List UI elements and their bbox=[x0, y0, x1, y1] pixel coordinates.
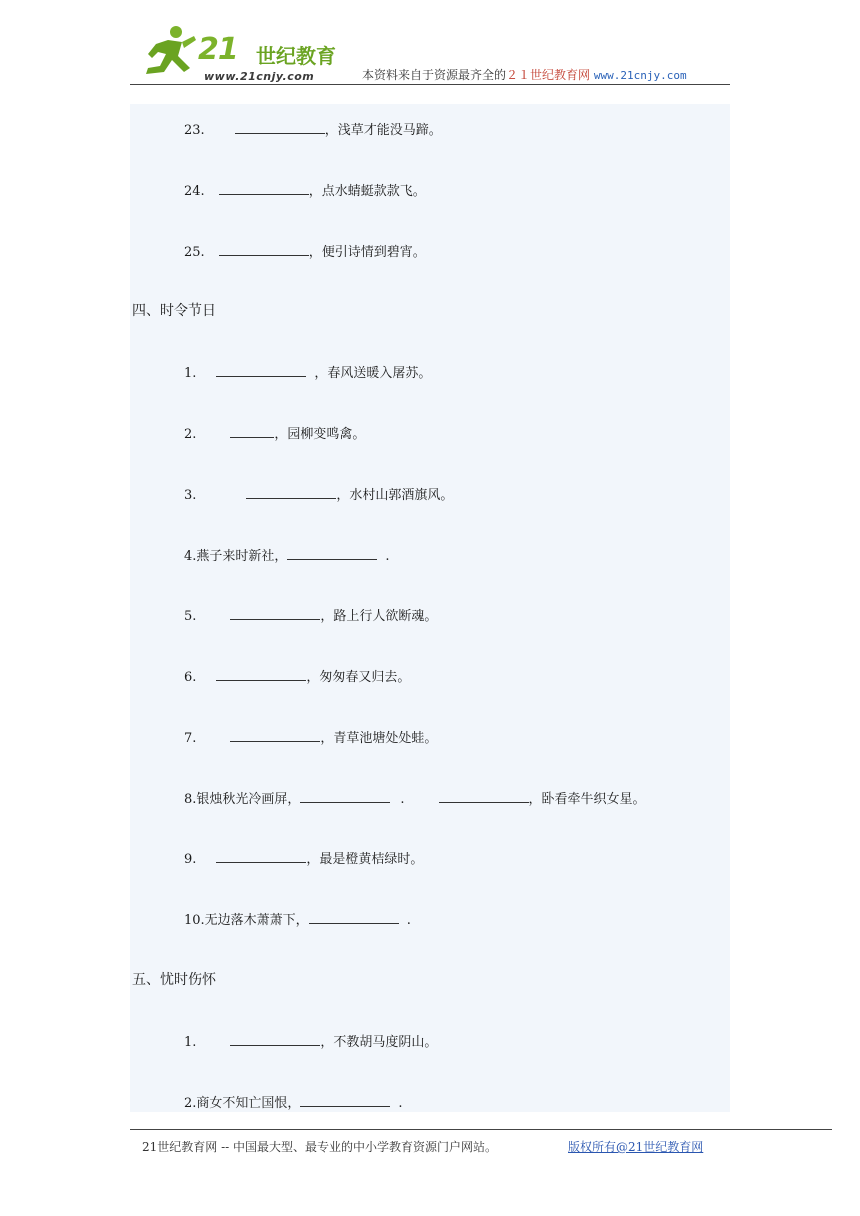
item-number: 3. bbox=[184, 488, 197, 503]
footer-text: 21世纪教育网 -- 中国最大型、最专业的中小学教育资源门户网站。 bbox=[142, 1140, 498, 1154]
item-text: 8.银烛秋光冷画屏， bbox=[184, 792, 301, 807]
page-header bbox=[130, 18, 730, 86]
section-title: 五、忧时伤怀 bbox=[132, 972, 216, 988]
list-item bbox=[184, 727, 437, 746]
answer-blank[interactable] bbox=[230, 1035, 320, 1046]
item-end: . bbox=[385, 549, 390, 564]
item-text: ，浅草才能没马蹄。 bbox=[324, 123, 442, 138]
list-item bbox=[184, 484, 453, 503]
item-number: 2. bbox=[184, 427, 197, 442]
answer-blank[interactable] bbox=[439, 792, 529, 803]
item-text: ，卧看牵牛织女星。 bbox=[528, 792, 646, 807]
list-item bbox=[184, 848, 423, 867]
item-number: 1. bbox=[184, 1035, 197, 1050]
list-item bbox=[184, 362, 431, 381]
answer-blank[interactable] bbox=[287, 549, 377, 560]
item-end: . bbox=[400, 792, 405, 807]
header-note-brand: ２１世纪教育网 bbox=[506, 68, 591, 82]
item-text: ，路上行人欲断魂。 bbox=[320, 609, 438, 624]
item-text: ，匆匆春又归去。 bbox=[306, 670, 411, 685]
answer-blank[interactable] bbox=[246, 488, 336, 499]
item-text: 4.燕子来时新社， bbox=[184, 549, 288, 564]
item-number: 23. bbox=[184, 123, 205, 138]
answer-blank[interactable] bbox=[219, 245, 309, 256]
header-note-url[interactable]: www.21cnjy.com bbox=[593, 69, 687, 82]
logo-number: 21 bbox=[198, 32, 238, 67]
list-item bbox=[184, 909, 411, 928]
list-item bbox=[184, 605, 437, 624]
item-text: ，最是橙黄桔绿时。 bbox=[306, 852, 424, 867]
item-text: ，不教胡马度阴山。 bbox=[320, 1035, 438, 1050]
answer-blank[interactable] bbox=[230, 427, 274, 438]
item-end: . bbox=[398, 1096, 403, 1111]
item-text: ，园柳变鸣禽。 bbox=[274, 427, 366, 442]
answer-blank[interactable] bbox=[216, 852, 306, 863]
item-number: 6. bbox=[184, 670, 197, 685]
answer-blank[interactable] bbox=[219, 184, 309, 195]
list-item bbox=[184, 180, 426, 199]
answer-blank[interactable] bbox=[230, 609, 320, 620]
header-note bbox=[362, 66, 687, 83]
item-text: ，点水蜻蜓款款飞。 bbox=[308, 184, 426, 199]
item-text: 10.无边落木萧萧下， bbox=[184, 913, 309, 928]
list-item bbox=[184, 1031, 437, 1050]
answer-blank[interactable] bbox=[230, 731, 320, 742]
section-title: 四、时令节日 bbox=[132, 303, 216, 319]
item-text: 2.商女不知亡国恨， bbox=[184, 1096, 301, 1111]
answer-blank[interactable] bbox=[235, 123, 325, 134]
item-text: ，春风送暖入屠苏。 bbox=[314, 366, 432, 381]
item-number: 25. bbox=[184, 245, 205, 260]
item-number: 9. bbox=[184, 852, 197, 867]
header-divider bbox=[130, 84, 730, 85]
list-item bbox=[184, 241, 426, 260]
list-item bbox=[184, 423, 365, 442]
list-item bbox=[184, 545, 390, 564]
item-end: . bbox=[406, 913, 411, 928]
list-item bbox=[184, 666, 410, 685]
list-item bbox=[184, 119, 442, 138]
logo-text: 世纪教育 bbox=[256, 44, 336, 68]
copyright-link[interactable]: 版权所有@21世纪教育网 bbox=[568, 1140, 704, 1154]
runner-icon bbox=[138, 24, 200, 80]
item-number: 1. bbox=[184, 366, 197, 381]
list-item bbox=[184, 788, 646, 807]
footer-divider bbox=[130, 1129, 832, 1130]
item-number: 24. bbox=[184, 184, 205, 199]
answer-blank[interactable] bbox=[216, 366, 306, 377]
item-text: ，青草池塘处处蛙。 bbox=[320, 731, 438, 746]
list-item bbox=[184, 1092, 403, 1111]
site-logo[interactable] bbox=[138, 24, 348, 82]
answer-blank[interactable] bbox=[216, 670, 306, 681]
item-text: ，水村山郭酒旗风。 bbox=[336, 488, 454, 503]
item-number: 5. bbox=[184, 609, 197, 624]
header-note-prefix: 本资料来自于资源最齐全的 bbox=[362, 68, 507, 82]
item-number: 7. bbox=[184, 731, 197, 746]
answer-blank[interactable] bbox=[300, 792, 390, 803]
item-text: ，便引诗情到碧宵。 bbox=[308, 245, 426, 260]
answer-blank[interactable] bbox=[309, 913, 399, 924]
logo-url: www.21cnjy.com bbox=[204, 70, 315, 83]
answer-blank[interactable] bbox=[300, 1096, 390, 1107]
